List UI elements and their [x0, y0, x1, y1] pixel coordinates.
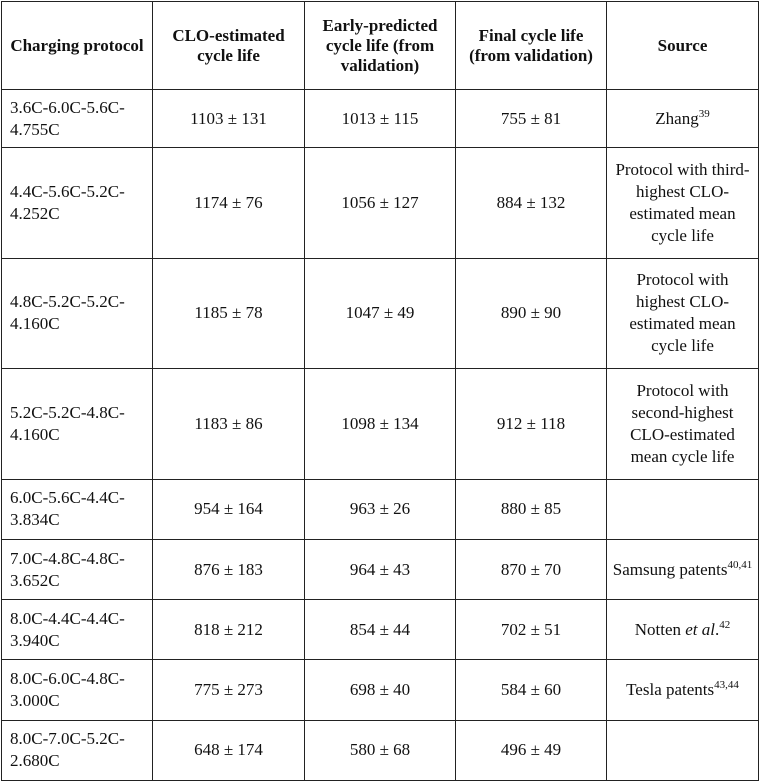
table-row	[2, 369, 759, 479]
final-cell: 755 ± 81	[456, 90, 607, 148]
early-cell: 854 ± 44	[305, 600, 456, 660]
protocol-cell: 4.4C-5.6C-5.2C-4.252C	[2, 148, 153, 258]
table-row	[2, 720, 759, 780]
source-cell	[607, 90, 759, 148]
table-row	[2, 479, 759, 539]
citation-ref: 40,41	[727, 558, 753, 571]
final-cell: 880 ± 85	[456, 479, 607, 539]
source-text: Protocol with second-highest CLO-estimated mean cycle life	[630, 380, 735, 466]
protocol-cell: 3.6C-6.0C-5.6C-4.755C	[2, 90, 153, 148]
source-text: Notten	[634, 619, 686, 639]
source-text: Samsung patents	[612, 559, 728, 579]
header-clo-estimated: CLO-estimated cycle life	[153, 2, 305, 90]
citation-ref: 42	[719, 618, 731, 631]
clo-cell: 1174 ± 76	[153, 148, 305, 258]
source-suffix: .	[715, 619, 720, 639]
final-cell: 912 ± 118	[456, 369, 607, 479]
source-text: Protocol with third-highest CLO-estimated mean cycle life	[615, 159, 750, 245]
early-cell: 698 ± 40	[305, 660, 456, 720]
table-row	[2, 90, 759, 148]
clo-cell: 775 ± 273	[153, 660, 305, 720]
source-text: Zhang	[655, 108, 699, 128]
citation-ref: 39	[698, 107, 710, 120]
early-cell: 1056 ± 127	[305, 148, 456, 258]
table-row	[2, 539, 759, 599]
protocol-cell: 5.2C-5.2C-4.8C-4.160C	[2, 369, 153, 479]
clo-cell: 954 ± 164	[153, 479, 305, 539]
cycle-life-table	[1, 1, 759, 781]
clo-cell: 1185 ± 78	[153, 258, 305, 368]
early-cell: 1013 ± 115	[305, 90, 456, 148]
final-cell: 496 ± 49	[456, 720, 607, 780]
table-row	[2, 148, 759, 258]
final-cell: 702 ± 51	[456, 600, 607, 660]
header-early-predicted: Early-predicted cycle life (from validation)	[305, 2, 456, 90]
source-cell	[607, 600, 759, 660]
citation-ref: 43,44	[714, 679, 739, 692]
clo-cell: 648 ± 174	[153, 720, 305, 780]
source-cell	[607, 479, 759, 539]
protocol-cell: 8.0C-6.0C-4.8C-3.000C	[2, 660, 153, 720]
source-cell	[607, 148, 759, 258]
header-final-cycle-life: Final cycle life (from validation)	[456, 2, 607, 90]
source-italic: et al	[685, 619, 716, 639]
source-cell	[607, 539, 759, 599]
early-cell: 1098 ± 134	[305, 369, 456, 479]
early-cell: 964 ± 43	[305, 539, 456, 599]
protocol-cell: 6.0C-5.6C-4.4C-3.834C	[2, 479, 153, 539]
early-cell: 963 ± 26	[305, 479, 456, 539]
table-row	[2, 660, 759, 720]
header-charging-protocol: Charging protocol	[2, 2, 153, 90]
source-cell	[607, 660, 759, 720]
final-cell: 890 ± 90	[456, 258, 607, 368]
protocol-cell: 7.0C-4.8C-4.8C-3.652C	[2, 539, 153, 599]
table-row	[2, 258, 759, 368]
header-source: Source	[607, 2, 759, 90]
early-cell: 580 ± 68	[305, 720, 456, 780]
early-cell: 1047 ± 49	[305, 258, 456, 368]
clo-cell: 818 ± 212	[153, 600, 305, 660]
clo-cell: 1103 ± 131	[153, 90, 305, 148]
source-text: Tesla patents	[626, 680, 715, 700]
final-cell: 884 ± 132	[456, 148, 607, 258]
clo-cell: 876 ± 183	[153, 539, 305, 599]
protocol-cell: 8.0C-4.4C-4.4C-3.940C	[2, 600, 153, 660]
source-cell	[607, 720, 759, 780]
final-cell: 584 ± 60	[456, 660, 607, 720]
final-cell: 870 ± 70	[456, 539, 607, 599]
clo-cell: 1183 ± 86	[153, 369, 305, 479]
table-row	[2, 600, 759, 660]
source-cell	[607, 258, 759, 368]
protocol-cell: 8.0C-7.0C-5.2C-2.680C	[2, 720, 153, 780]
protocol-cell: 4.8C-5.2C-5.2C-4.160C	[2, 258, 153, 368]
source-cell	[607, 369, 759, 479]
header-row	[2, 2, 759, 90]
source-text: Protocol with highest CLO-estimated mean cycle life	[629, 270, 736, 356]
